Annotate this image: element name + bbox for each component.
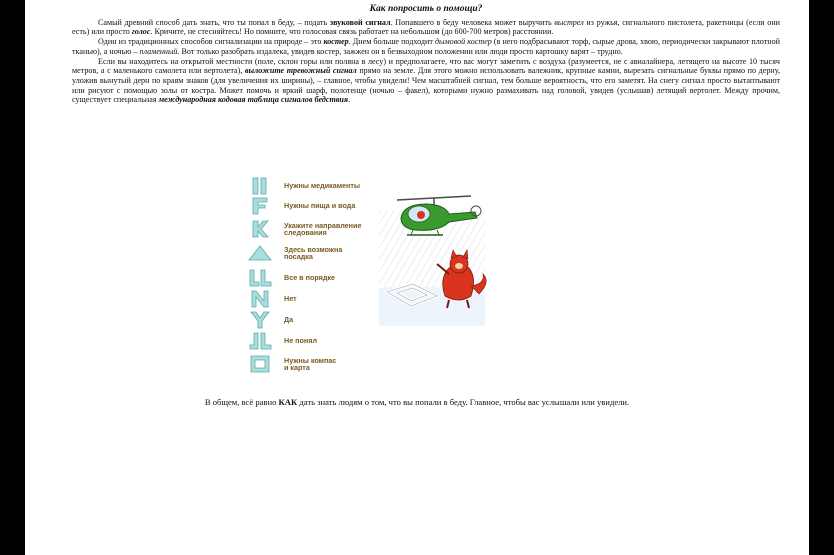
article-title: Как попросить о помощи?	[369, 4, 483, 14]
emphasis-text: выстрел	[554, 17, 584, 27]
letter-f-sign-icon	[248, 197, 272, 215]
emphasis-text: пламенный	[139, 46, 178, 56]
emphasis-text: выложите тревожный сигнал	[244, 66, 357, 76]
closing-sentence	[25, 397, 809, 407]
signal-label: Нужны компас и карта	[284, 355, 337, 372]
text-run: Один из традиционных способов сигнализации на природе – это	[98, 37, 324, 47]
text-run: В общем, всё равно	[204, 396, 279, 407]
text-run: Самый древний способ дать знать, что ты попал в беду, – подать	[98, 17, 330, 27]
emphasis-text: костер	[323, 37, 349, 47]
signal-label: Все в порядке	[284, 273, 335, 283]
letter-k-sign-icon	[248, 220, 272, 238]
letter-y-sign-icon	[248, 311, 272, 329]
text-run: . Вот только разобрать издалека, увидев костер, зажжен он в безвыходном положении или люди просто картошку варят – трудно.	[177, 46, 623, 56]
jl-sign-icon	[248, 332, 272, 350]
paragraph-ground-signal	[72, 57, 780, 106]
signal-label: Не понял	[284, 336, 318, 346]
signal-row	[248, 176, 378, 196]
signal-row	[248, 243, 378, 263]
signal-label: Да	[284, 315, 294, 325]
signal-row	[248, 289, 378, 309]
text-run: прямо на земле. Для этого можно использовать валежник, крупные камни, вырезать сигнальные буквы прямо по дерну, уложив вынутый дерн по краям знаков (для увеличения их ширины), – главное, чтобы увидели! Чем масштабней сигнал, тем больше вероятность, что его заметят. На снегу сигнал просто вытаптывают или рисуют с помощью золы от костра. Может помочь и яркий шарф, полотенце (ночью – факел), которыми нужно размахивать над головой, увидев (услышав) летящий вертолет. Между прочим, существует специальная	[72, 66, 780, 105]
signal-row	[248, 196, 378, 216]
signal-row	[248, 354, 378, 374]
signal-row	[248, 331, 378, 351]
paragraph-sound-signal	[72, 18, 780, 37]
signal-row	[248, 219, 378, 239]
signal-label: Нужны пища и вода	[284, 201, 356, 211]
article-body	[72, 5, 780, 105]
emphasis-text: дымовой костер	[434, 37, 492, 47]
signal-row	[248, 268, 378, 288]
letter-n-sign-icon	[248, 290, 272, 308]
text-run: из ружья, сигнального пистолета, ракетницы (если они есть) или просто	[72, 17, 780, 37]
text-run: дать знать людям о том, что вы попали в беду. Главное, чтобы вас услышали или увидели.	[297, 396, 630, 407]
square-sign-icon	[248, 355, 272, 373]
text-run: Если вы находитесь на открытой местности (поле, склон горы или поляна в лесу) и предполагаете, что вас могут заметить с воздуха (разумеется, не с авиалайнера, летящего на высоте 10 тысяч метров, а с маленького самолета или вертолета),	[72, 56, 780, 76]
signal-label: Укажите направление следования	[284, 220, 362, 237]
double-bar-sign-icon	[248, 177, 272, 195]
text-run: .	[348, 95, 351, 105]
signal-label: Здесь возможна посадка	[284, 244, 343, 261]
text-run: . Попавшего в беду человека может выручить	[390, 17, 555, 27]
paragraph-bonfire	[72, 37, 780, 56]
emphasis-text: КАК	[278, 396, 298, 407]
text-run: . Днем больше подходит	[348, 37, 435, 47]
signal-list	[248, 176, 378, 376]
double-l-sign-icon	[248, 269, 272, 287]
helicopter-rescue-illustration	[379, 188, 501, 326]
text-run: (в него подбрасывают торф, сырые дрова, хвою, периодически закрывают плотной тканью), а ночью –	[72, 37, 780, 56]
emphasis-text: международная кодовая таблица сигналов бедствия	[158, 95, 349, 105]
signal-label: Нет	[284, 294, 297, 304]
document-page	[25, 0, 809, 555]
distress-signal-table	[248, 176, 506, 376]
emphasis-text: звуковой сигнал	[329, 17, 391, 27]
emphasis-text: голос	[131, 27, 151, 37]
text-run: . Кричите, не стесняйтесь! Но помните, что голосовая связь работает на небольшом (до 600-700 метров) расстоянии.	[150, 27, 554, 37]
signal-row	[248, 310, 378, 330]
signal-label: Нужны медикаменты	[284, 181, 361, 191]
triangle-sign-icon	[248, 244, 272, 262]
